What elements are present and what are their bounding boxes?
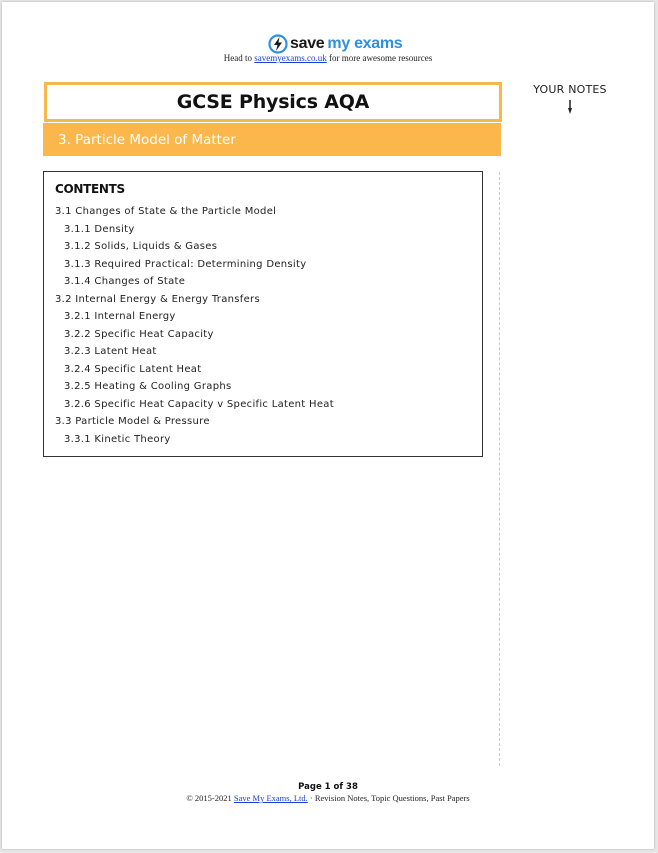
footer-copyright xyxy=(2,793,654,803)
title-box xyxy=(44,82,502,122)
toc-subsection-link[interactable]: 3.2.4 Specific Latent Heat xyxy=(64,363,202,375)
header-site-link[interactable]: savemyexams.co.uk xyxy=(254,53,327,63)
contents-heading: CONTENTS xyxy=(55,182,125,196)
header-note xyxy=(2,53,654,63)
toc-subsection-link[interactable]: 3.2.5 Heating & Cooling Graphs xyxy=(64,381,232,392)
footer-company-link[interactable]: Save My Exams, Ltd. xyxy=(233,793,308,803)
logo-word-myexams: my exams xyxy=(327,35,403,52)
toc-subsection-link[interactable]: 3.2.2 Specific Heat Capacity xyxy=(64,328,214,340)
toc-subsection-link[interactable]: 3.1.3 Required Practical: Determining Density xyxy=(64,258,307,270)
notes-divider xyxy=(499,172,500,766)
toc-section-link[interactable]: 3.1 Changes of State & the Particle Model xyxy=(55,206,277,217)
subject-bar xyxy=(43,123,501,156)
logo-word-save: save xyxy=(290,35,325,52)
document-page xyxy=(2,2,654,849)
header-note-prefix: Head to xyxy=(223,53,255,63)
page-number: Page 1 of 38 xyxy=(298,782,358,792)
toc-section-link[interactable]: 3.2 Internal Energy & Energy Transfers xyxy=(55,293,260,305)
footer-suffix: · Revision Notes, Topic Questions, Past Papers xyxy=(307,793,470,803)
copyright-text: © 2015-2021 xyxy=(186,793,234,803)
toc-subsection-link[interactable]: 3.2.6 Specific Heat Capacity v Specific Latent Heat xyxy=(64,398,334,410)
toc-subsection-link[interactable]: 3.1.2 Solids, Liquids & Gases xyxy=(64,241,218,252)
toc-subsection-link[interactable]: 3.2.1 Internal Energy xyxy=(64,311,176,322)
contents-box xyxy=(43,171,483,457)
save-my-exams-logo[interactable] xyxy=(268,33,402,55)
toc-subsection-link[interactable]: 3.3.1 Kinetic Theory xyxy=(64,433,171,445)
lightning-bolt-icon xyxy=(268,34,288,54)
toc-subsection-link[interactable]: 3.1.4 Changes of State xyxy=(64,276,186,287)
toc-subsection-link[interactable]: 3.2.3 Latent Heat xyxy=(64,346,157,357)
header-note-suffix: for more awesome resources xyxy=(326,53,433,63)
subject-title: 3. Particle Model of Matter xyxy=(58,131,236,148)
arrow-down-icon xyxy=(568,100,572,114)
page-title: GCSE Physics AQA xyxy=(176,91,370,113)
your-notes-label: YOUR NOTES xyxy=(533,83,607,96)
contents-list xyxy=(55,203,334,448)
toc-section-link[interactable]: 3.3 Particle Model & Pressure xyxy=(55,416,210,427)
toc-subsection-link[interactable]: 3.1.1 Density xyxy=(64,223,135,235)
